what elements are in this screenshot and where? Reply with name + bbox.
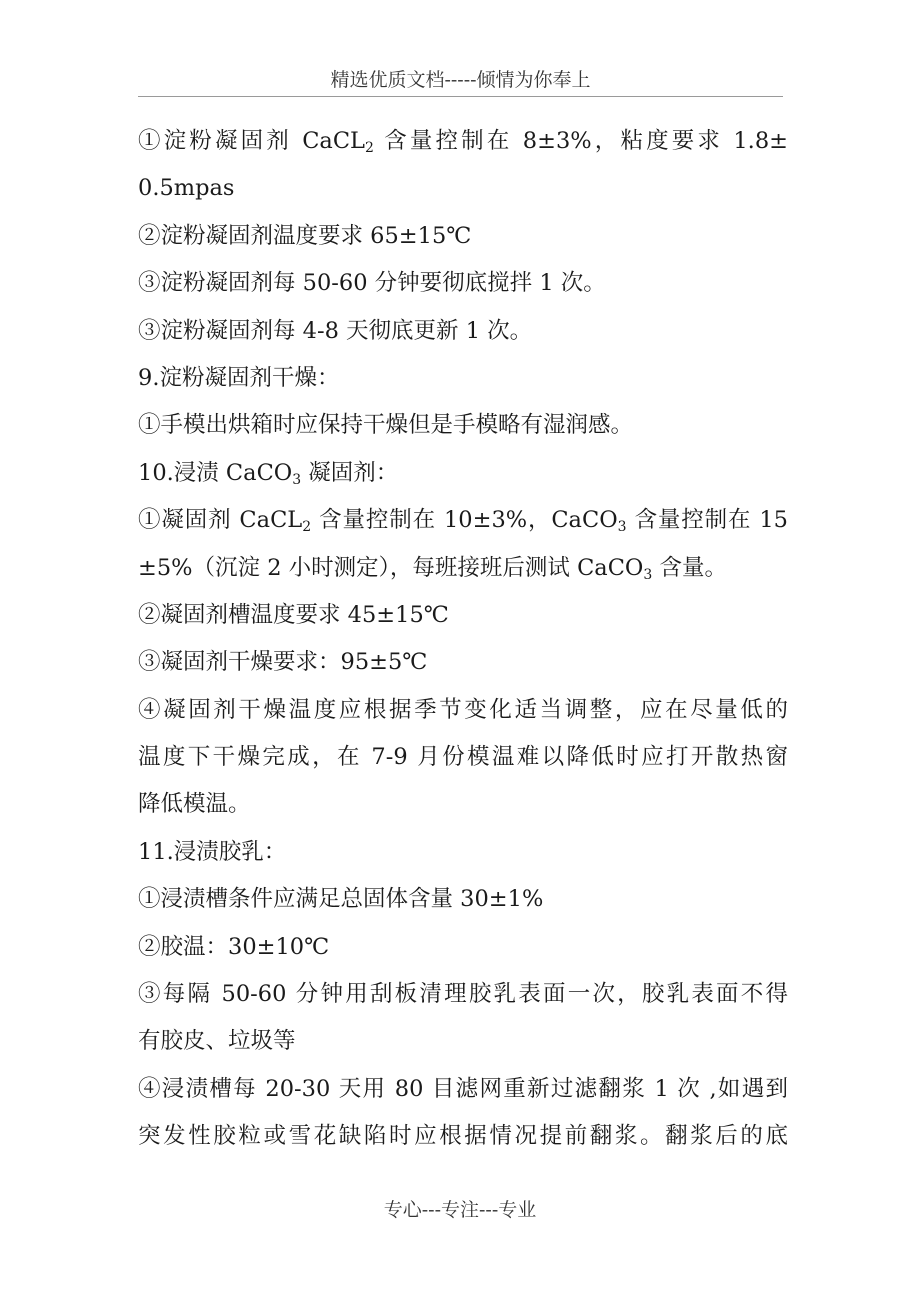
text-line: ②胶温：30±10℃ [138,933,330,960]
section-heading: 10.浸渍 CaCO$_3$ 凝固剂： [138,459,399,488]
text-line: ②凝固剂槽温度要求 45±15℃ [138,601,449,628]
text-line: ③每隔 50-60 分钟用刮板清理胶乳表面一次，胶乳表面不得 [138,981,788,1008]
text-line: ①凝固剂 CaCL$_2$ 含量控制在 10±3%，CaCO$_3$ 含量控制在 15 [138,507,788,536]
text-line: ①手模出烘箱时应保持干燥但是手模略有湿润感。 [138,412,634,439]
text-line: 温度下干燥完成，在 7-9 月份模温难以降低时应打开散热窗 [138,744,788,771]
text-line: ③淀粉凝固剂每 50-60 分钟要彻底搅拌 1 次。 [138,270,606,297]
text-line: 有胶皮、垃圾等 [138,1028,296,1055]
page-footer: 专心---专注---专业 [383,1199,537,1221]
document-body [138,118,788,1161]
text-line: ④凝固剂干燥温度应根据季节变化适当调整，应在尽量低的 [138,696,788,723]
page-header: 精选优质文档-----倾情为你奉上 [138,66,783,97]
section-heading: 9.淀粉凝固剂干燥： [138,364,340,391]
text-line: ①淀粉凝固剂 CaCL$_2$ 含量控制在 8±3%，粘度要求 1.8± [138,128,788,156]
section-heading: 11.浸渍胶乳： [138,838,287,865]
text-line: ②淀粉凝固剂温度要求 65±15℃ [138,222,472,249]
text-line: 降低模温。 [138,791,251,818]
text-line: ④浸渍槽每 20-30 天用 80 目滤网重新过滤翻浆 1 次 ,如遇到 [138,1075,788,1102]
text-line: 0.5mpas [138,175,235,202]
text-line: 突发性胶粒或雪花缺陷时应根据情况提前翻浆。翻浆后的底 [138,1123,788,1150]
text-line: ③凝固剂干燥要求：95±5℃ [138,649,428,676]
text-line: ③淀粉凝固剂每 4-8 天彻底更新 1 次。 [138,317,533,344]
text-line: ①浸渍槽条件应满足总固体含量 30±1% [138,886,544,913]
text-line: ±5%（沉淀 2 小时测定），每班接班后测试 CaCO$_3$ 含量。 [138,554,727,583]
